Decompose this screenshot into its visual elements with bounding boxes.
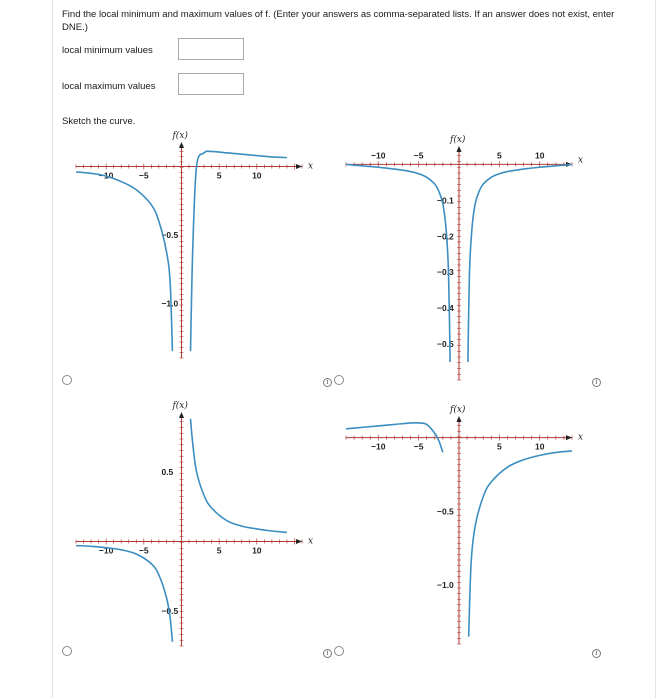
x-tick-label: −5 <box>413 150 424 161</box>
curve-right-branch <box>191 419 287 533</box>
y-axis-arrow <box>179 412 184 418</box>
x-tick-label: −5 <box>138 170 149 181</box>
y-axis-arrow <box>179 142 184 148</box>
y-axis-label: f(x) <box>172 131 188 141</box>
x-tick-label: 5 <box>216 170 222 181</box>
local-min-input[interactable] <box>178 38 244 60</box>
x-tick-label: 5 <box>496 441 502 452</box>
x-tick-label: −10 <box>371 150 386 161</box>
x-tick-label: 10 <box>534 150 545 161</box>
graph-option-c <box>70 402 320 652</box>
x-tick-label: −10 <box>98 545 114 556</box>
question-text: Find the local minimum and maximum values of f. (Enter your answers as comma-separated lists. If an answer does not exist, enter DNE.) <box>62 9 615 33</box>
y-tick-label: −1.0 <box>161 298 179 309</box>
y-tick-label: −0.5 <box>437 506 454 517</box>
x-axis-label: x <box>578 155 584 166</box>
curve-left-branch <box>76 172 172 351</box>
radio-option-c[interactable] <box>62 646 72 656</box>
graph-option-d <box>340 402 590 652</box>
local-max-input[interactable] <box>178 73 244 95</box>
curve-right-branch <box>469 451 572 637</box>
x-tick-label: 10 <box>252 545 262 556</box>
y-tick-label: −1.0 <box>437 580 454 591</box>
y-tick-label: −0.3 <box>437 267 454 278</box>
curve-right-branch <box>191 151 287 351</box>
radio-option-a[interactable] <box>62 375 72 385</box>
graph-option-a <box>70 132 320 364</box>
graph-option-b <box>340 128 590 388</box>
local-max-label: local maximum values <box>62 81 156 92</box>
y-axis-label: f(x) <box>172 401 188 411</box>
x-tick-label: 5 <box>496 150 502 161</box>
x-tick-label: 5 <box>216 545 222 556</box>
y-tick-label: 0.5 <box>161 466 174 477</box>
x-axis-label: x <box>308 536 314 547</box>
curve-left-branch <box>346 164 450 362</box>
radio-option-d[interactable] <box>334 646 344 656</box>
info-icon[interactable]: i <box>592 378 601 387</box>
y-tick-label: −0.4 <box>437 303 454 314</box>
y-axis-label: f(x) <box>450 135 466 145</box>
x-axis-arrow <box>566 435 572 440</box>
x-tick-label: −10 <box>98 170 114 181</box>
y-axis-arrow <box>457 416 462 422</box>
x-axis-label: x <box>308 161 314 172</box>
y-axis-label: f(x) <box>450 405 466 415</box>
y-tick-label: −0.1 <box>437 195 454 206</box>
y-axis-arrow <box>457 146 462 152</box>
info-icon[interactable]: i <box>323 378 332 387</box>
y-tick-label: −0.5 <box>437 339 454 350</box>
y-tick-label: −0.2 <box>437 231 454 242</box>
info-icon[interactable]: i <box>592 649 601 658</box>
x-tick-label: 10 <box>534 441 545 452</box>
local-min-label: local minimum values <box>62 45 153 56</box>
x-axis-arrow <box>296 539 302 544</box>
x-tick-label: −10 <box>371 441 386 452</box>
y-tick-label: −0.5 <box>161 229 179 240</box>
x-axis-arrow <box>296 164 302 169</box>
curve-left-branch <box>76 546 172 642</box>
sketch-prompt: Sketch the curve. <box>62 116 136 127</box>
x-axis-label: x <box>578 432 584 443</box>
y-tick-label: −0.5 <box>161 606 179 617</box>
x-tick-label: 10 <box>252 170 262 181</box>
info-icon[interactable]: i <box>323 649 332 658</box>
x-tick-label: −5 <box>138 545 149 556</box>
x-tick-label: −5 <box>413 441 424 452</box>
curve-right-branch <box>468 164 572 362</box>
radio-option-b[interactable] <box>334 375 344 385</box>
